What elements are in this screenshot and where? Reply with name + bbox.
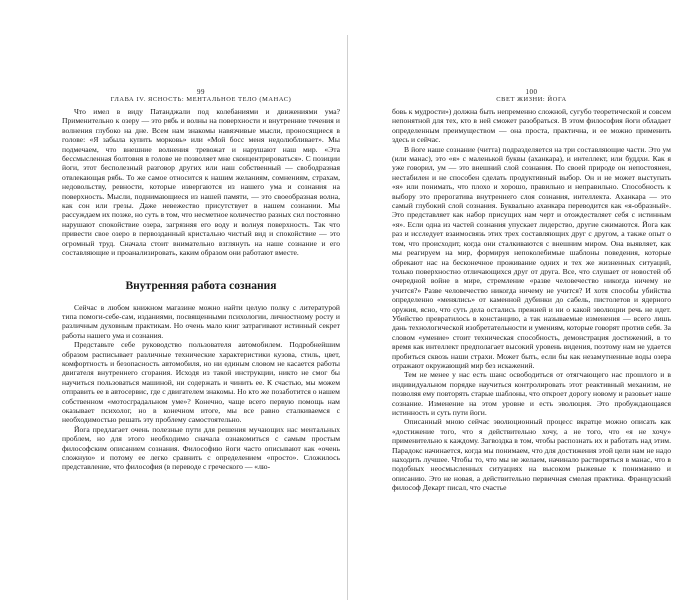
paragraph: Йога предлагает очень полезные пути для решения мучающих нас ментальных проблем, но для этого необходимо сначала ознакомиться с самым простым философским описанием сознания. Философию йоги часто описывают как «очень сложную» и потому ее легко сравнить с определением «просто». Сложилось представление, что философия (в переводе с греческого — «лю-	[62, 424, 340, 472]
paragraph: Сейчас в любом книжном магазине можно найти целую полку с литературой типа помоги-себе-сам, изданиями, посвященными психологии, личностному росту и различным духовным практикам. Но очень мало книг затрагивают истинный секрет работы нашего ума и сознания.	[62, 302, 340, 340]
running-head: ГЛАВА IV. ЯСНОСТЬ: МЕНТАЛЬНОЕ ТЕЛО (МАНАС)	[110, 96, 292, 103]
paragraph: Что имел в виду Патанджали под колебаниями и движениями ума? Применительно к озеру — это рябь и волны на поверхности и внутренние течения и волнения глубоко на дне. Всем нам знакомы навязчивые мысли, проносящиеся в голове: «Я забыла купить морковь» или «Мой босс меня недолюбливает». Мы подмечаем, что внешние волнения тревожат и нарушают наш мир. «Эта бессмысленная болтовня в голове не позволяет мне сконцентрироваться». С позиции йоги, этот бесполезный разговор других или наш собственный — свободразная отвлекающая рябь. То же самое относится к нашим желаниям, сомнениям, страхам, недовольству, ревности, которые извергаются из нашего ума и сознания на поверхность. Мысли, поднимающиеся из нашей памяти, — это своеобразная волна, как сон или грезы. Даже невежество присутствует в нашем сознании. Мы рассуждаем их позже, но суть в том, что несметное количество разных сил постоянно нарушают спокойствие озера, загрязняя его воду и волнуя поверхность. Так что привести свое озеро в первозданный кристально чистый вид и спокойствие — это огромный труд. Сначала стоит внимательно взглянуть на наше сознание и его составляющие и проанализировать, каким образом они работают вместе.	[62, 107, 340, 258]
paragraph: В йоге наше сознание (читта) подразделяется на три составляющие части. Это ум (или манас), это «я» с маленькой буквы (аханкара), и интеллект, или буддхи. Как я уже говорил, ум — это внешний слой сознания. По своей природе он непостоянен, нестабилен и не способен сделать продуктивный выбор. Он и не может выступать «я» или понимать, что плохо и хорошо, правильно и неправильно. Способность к выбору это прерогатива внутреннего слоя сознания, интеллекта. Аханкара — это самый глубокий слой сознания. Буквально аханкара переводится как «я-образный». Это представляет как набор присущих нам черт и отождествляет себя с истинным «я». Если одна из частей сознания упускает лидерство, другие сжимаются. Йога как раз и исследует взаимосвязь этих трех составляющих друг с другом, а также опыт о том, что происходит, когда они сталкиваются с внешним миром. Она выявляет, как мы реагируем на мир, формируя непоколебимые шаблоны поведения, которые обрекают нас на бесконечное проживание одних и тех же жизненных ситуаций, только поверхностно отличающихся друг от друга. Все, что слушает от новостей об очередной войне в мире, стремление «разве человечество никогда ничему не учится?» Разве человечество никогда ничему не учится? И хотя способы убийства определенно «менялись» от каменной дубинки до сабель, пистолетов и ядерного оружия, ясно, что суть дела остались прежней и ни о какой эволюции речь не идет. Убийство превратилось в констанцию, а так называемые изменения — всего лишь дань технологической изобретательности и умениям, которые говорят против себя. За словом «умение» стоит техническая способность, демонстрация достижений, в то время как интеллект предполагает высокий уровень видения, поэтому нам не удается пробиться сквозь наши страхи. Может быть, если бы как незамутненные воды озера отражают окружающий мир без искажений.	[392, 144, 671, 370]
page-number: 100	[525, 88, 538, 96]
paragraph: бовь к мудрости») должна быть непременно сложной, сугубо теоретической и совсем непонятной для тех, кто в ней сможет разобраться. В этом философия йоги обладает определенным преимуществом — она проста, практична, и ее можно применить здесь и сейчас.	[392, 107, 671, 145]
running-head: СВЕТ ЖИЗНИ: ЙОГА	[496, 96, 567, 103]
left-page-body	[62, 107, 340, 472]
section-title: Внутренняя работа сознания	[125, 279, 277, 292]
page-number: 99	[197, 88, 205, 96]
right-page-body	[392, 107, 671, 493]
paragraph: Тем не менее у нас есть шанс освободиться от отягчающего нас прошлого и в индивидуальном порядке научиться контролировать этот реактивный механизм, не позволяя ему повторять старые шаблоны, что откроет дорогу новому и разовьет наше сознание. Изменение на этом уровне и есть эволюция. Это пробуждающаяся истинность и суть пути йоги.	[392, 370, 671, 417]
book-gutter	[347, 35, 348, 600]
paragraph: Описанный мною сейчас эволюционный процесс вкратце можно описать как «достижение того, что я действительно хочу, а не того, что «я не хочу» применительно к каждому. Загвоздка в том, чтобы распознать их и работать над этим. Парадокс начинается, когда мы понимаем, что для достижения этой цели нам не надо находить лучшее. Чтобы то, что мы не желаем, начинало растворяться в манас, что в подобных неосмысленных ситуациях на высоком рыжевые к пониманию и описанию. Это не новая, а действительно первичная смелая практика. Французский философ Декарт писал, что счастье	[392, 417, 671, 493]
right-page	[392, 88, 671, 493]
left-page	[62, 88, 340, 472]
paragraph: Представьте себе руководство пользователя автомобилем. Подробнейшим образом расписывает различные технические характеристики кузова, стиль, цвет, комфортность и безопасность автомобиля, но ни единым словом не касается работы двигателя внутреннего сгорания. Исходя из такой инструкции, никто не смог бы научиться пользоваться машиной, ни содержать и чинить ее. К счастью, мы можем отправить ее в автосервис, где с двигателем знакомы. Но кто же позаботится о нашем собственном «мотосградальном уме»? Конечно, чаще всего первую помощь нам оказывает психолог, но в конечном итоге, мы все равно сталкиваемся с необходимостью решать эту проблему самостоятельно.	[62, 340, 340, 425]
